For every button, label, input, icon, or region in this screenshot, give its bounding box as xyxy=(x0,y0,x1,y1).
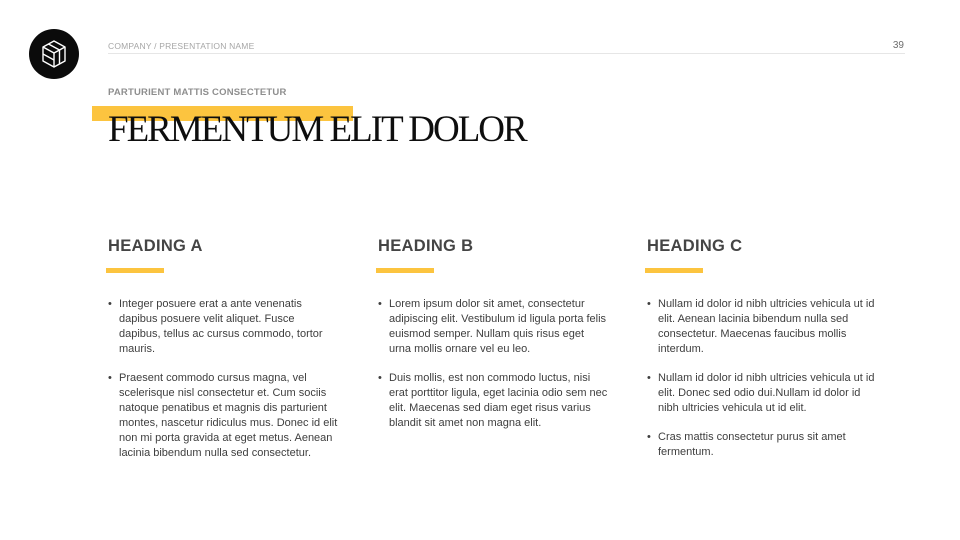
column-a xyxy=(108,236,338,475)
bullet-list xyxy=(647,297,877,460)
bullet-text: Duis mollis, est non commodo luctus, nisi erat porttitor ligula, eget lacinia odio sem nec elit. Maecenas sed diam eget risus varius blandit sit amet non magna elit. xyxy=(389,372,608,429)
bullet-dot-icon: • xyxy=(647,372,651,384)
bullet-dot-icon: • xyxy=(108,298,112,310)
bullet-dot-icon: • xyxy=(108,372,112,384)
company-presentation-name: COMPANY / PRESENTATION NAME xyxy=(108,41,255,51)
heading-accent-bar xyxy=(376,268,434,273)
bullet-item xyxy=(108,297,338,357)
bullet-text: Integer posuere erat a ante venenatis dapibus posuere velit aliquet. Fusce dapibus, tellus ac cursus commodo, tortor mauris. xyxy=(119,298,323,355)
heading-accent-bar xyxy=(106,268,164,273)
bullet-item xyxy=(378,297,608,357)
bullet-item xyxy=(647,297,877,357)
bullet-text: Cras mattis consectetur purus sit amet fermentum. xyxy=(658,431,846,458)
bullet-item xyxy=(647,430,877,460)
company-logo xyxy=(29,29,79,79)
column-b xyxy=(378,236,608,445)
bullet-text: Nullam id dolor id nibh ultricies vehicula ut id elit. Aenean lacinia bibendum nulla sed consectetur. Maecenas faucibus mollis interdum. xyxy=(658,298,875,355)
bullet-dot-icon: • xyxy=(647,298,651,310)
bullet-list xyxy=(108,297,338,461)
bullet-item xyxy=(108,371,338,461)
bullet-dot-icon: • xyxy=(378,298,382,310)
column-heading: HEADING A xyxy=(108,237,203,255)
bullet-item xyxy=(378,371,608,431)
cube-logo-icon xyxy=(39,38,69,70)
bullet-item xyxy=(647,371,877,416)
column-c xyxy=(647,236,877,474)
bullet-text: Lorem ipsum dolor sit amet, consectetur adipiscing elit. Vestibulum id ligula porta felis euismod semper. Nullam quis risus eget urna mollis ornare vel eu leo. xyxy=(389,298,607,355)
column-heading: HEADING C xyxy=(647,237,743,255)
slide-subtitle: PARTURIENT MATTIS CONSECTETUR xyxy=(108,87,287,98)
bullet-list xyxy=(378,297,608,431)
header-divider xyxy=(108,53,905,54)
bullet-text: Praesent commodo cursus magna, vel scelerisque nisl consectetur et. Cum sociis natoque penatibus et magnis dis parturient montes, nascetur ridiculus mus. Donec id elit non mi porta gravida at eget metus. Aenean lacinia bibendum nulla sed consectetur. xyxy=(119,372,338,459)
bullet-dot-icon: • xyxy=(647,431,651,443)
bullet-dot-icon: • xyxy=(378,372,382,384)
column-heading: HEADING B xyxy=(378,237,474,255)
page-number: 39 xyxy=(892,40,904,51)
slide-title: FERMENTUM ELIT DOLOR xyxy=(108,109,526,150)
bullet-text: Nullam id dolor id nibh ultricies vehicula ut id elit. Donec sed odio dui.Nullam id dolor id nibh ultricies vehicula ut id elit. xyxy=(658,372,875,414)
heading-accent-bar xyxy=(645,268,703,273)
